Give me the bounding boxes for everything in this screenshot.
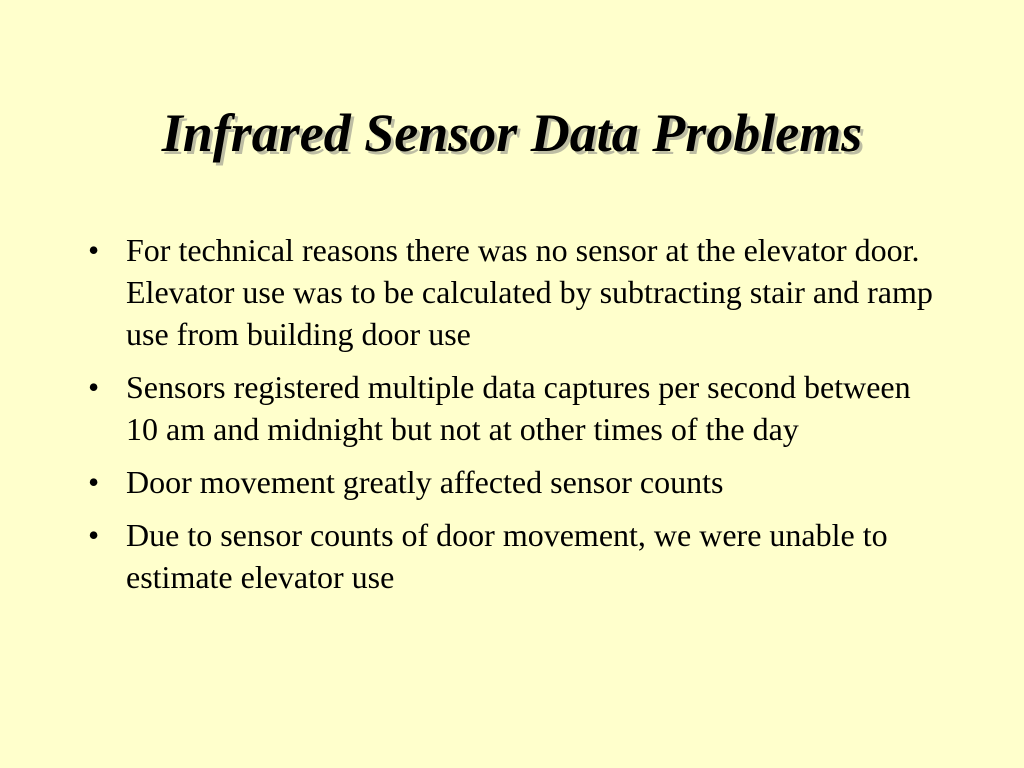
bullet-dot-icon: • [88, 517, 100, 553]
bullet-dot-icon: • [88, 232, 100, 268]
bullet-item [86, 514, 936, 598]
bullet-text: Due to sensor counts of door movement, we were unable to estimate elevator use [126, 517, 888, 595]
bullet-text: Sensors registered multiple data captures per second between 10 am and midnight but not at other times of the day [126, 369, 911, 447]
bullet-item [86, 229, 936, 355]
bullet-list [86, 229, 936, 609]
bullet-text: Door movement greatly affected sensor counts [126, 464, 724, 500]
bullet-text: For technical reasons there was no sensor at the elevator door. Elevator use was to be calculated by subtracting stair and ramp use from building door use [126, 232, 933, 352]
bullet-dot-icon: • [88, 369, 100, 405]
bullet-dot-icon: • [88, 464, 100, 500]
bullet-item [86, 461, 936, 503]
slide-title: Infrared Sensor Data Problems [161, 103, 863, 163]
bullet-item [86, 366, 936, 450]
